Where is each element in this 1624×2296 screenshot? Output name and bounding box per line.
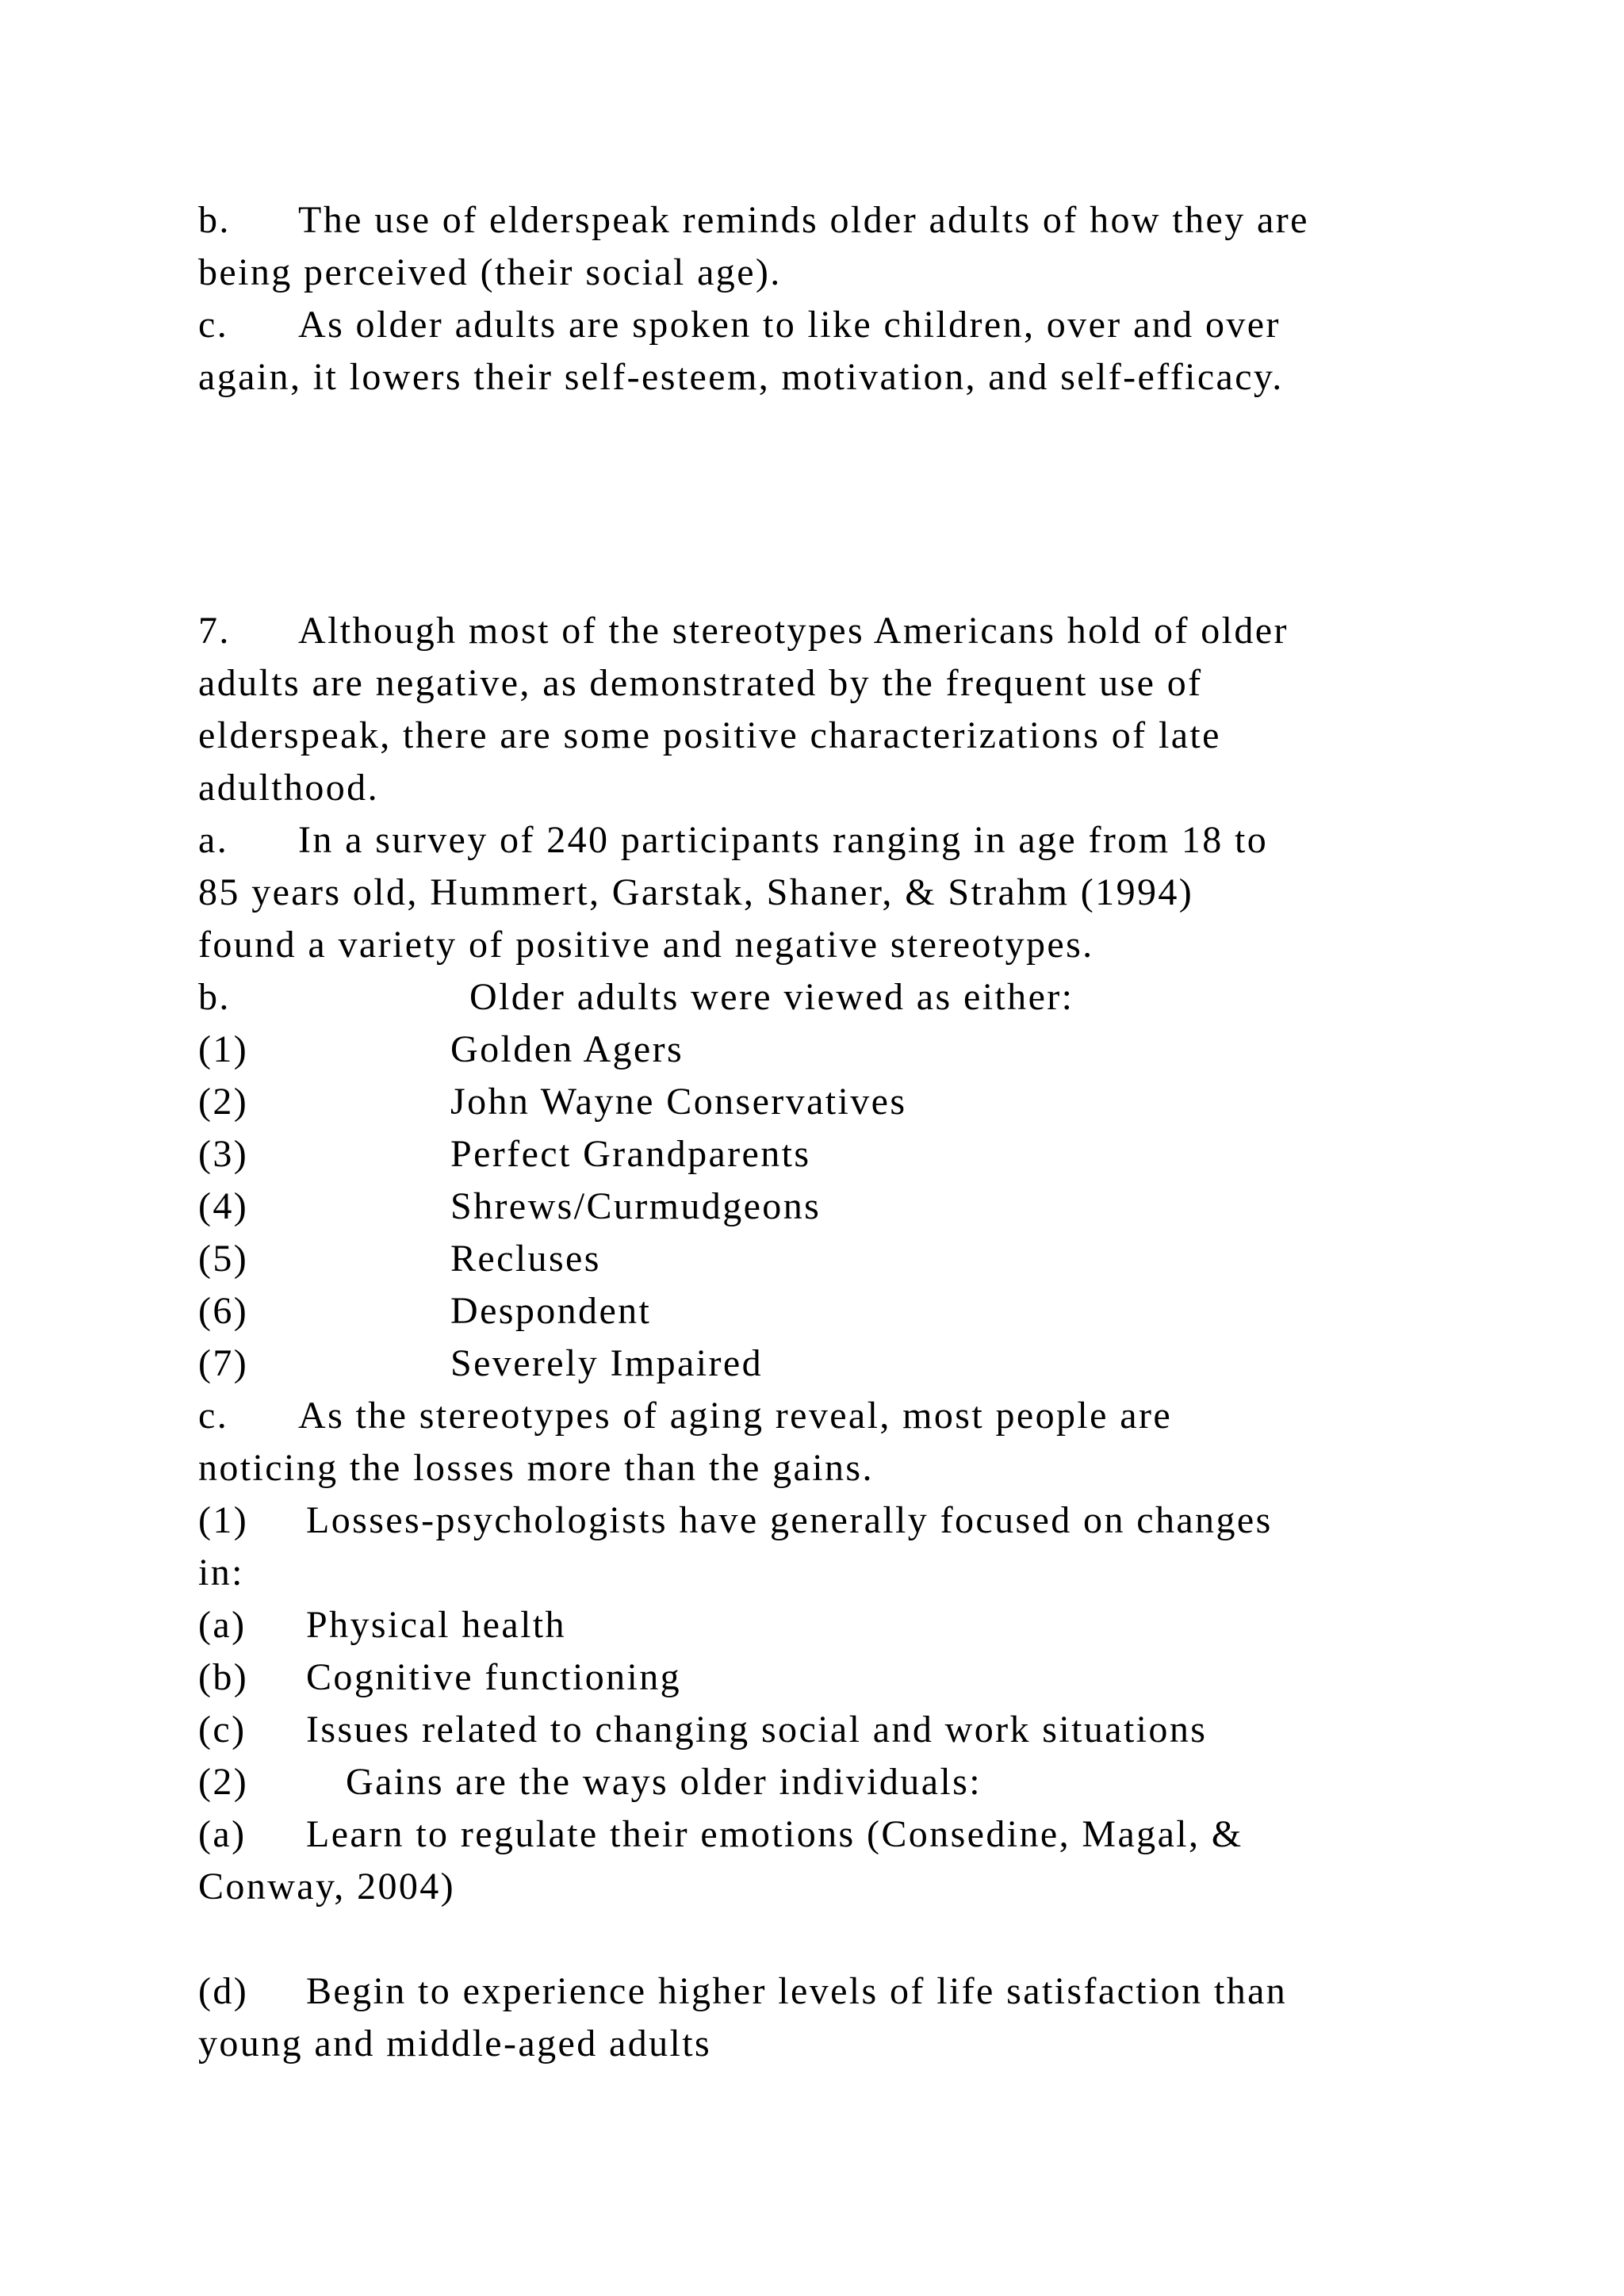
item-losses <box>198 1494 1467 1547</box>
item-text: Shrews/Curmudgeons <box>450 1185 822 1227</box>
item-b1-cont: being perceived (their social age). <box>198 251 782 293</box>
item-label: b. <box>198 199 231 241</box>
stereotype-item <box>198 1285 1467 1337</box>
item-text: Golden Agers <box>450 1028 684 1070</box>
stereotype-item <box>198 1076 1467 1128</box>
item-label: a. <box>198 819 229 861</box>
stereotype-item <box>198 1024 1467 1076</box>
item-text: Gains are the ways older individuals: <box>346 1761 982 1803</box>
loss-item <box>198 1704 1467 1756</box>
item-text: Severely Impaired <box>450 1342 763 1384</box>
item-losses-cont: in: <box>198 1552 244 1594</box>
item-text: Learn to regulate their emotions (Consedine, Magal, & <box>306 1813 1243 1855</box>
item-label: b. <box>198 976 231 1018</box>
item-c1 <box>198 299 1467 351</box>
item-label: 7. <box>198 610 231 652</box>
item-text: As the stereotypes of aging reveal, most people are <box>298 1395 1173 1437</box>
loss-item <box>198 1651 1467 1704</box>
item-label: (a) <box>198 1604 247 1646</box>
item-c1-cont: again, it lowers their self-esteem, motivation, and self-efficacy. <box>198 356 1284 398</box>
item-b1 <box>198 194 1467 247</box>
stereotype-item <box>198 1233 1467 1285</box>
stereotype-item <box>198 1128 1467 1181</box>
item-label: (6) <box>198 1290 249 1332</box>
stereotype-item <box>198 1337 1467 1390</box>
item-label: (4) <box>198 1185 249 1227</box>
item-text: As older adults are spoken to like children, over and over <box>298 304 1281 346</box>
item-label: (7) <box>198 1342 249 1384</box>
item-label: (5) <box>198 1238 249 1280</box>
stereotype-item <box>198 1181 1467 1233</box>
item-text: Recluses <box>450 1238 601 1280</box>
gain-item <box>198 1965 1467 2018</box>
spacer <box>198 404 1467 605</box>
gain-item <box>198 1808 1467 1861</box>
gain-item-cont: young and middle-aged adults <box>198 2022 712 2064</box>
item-label: (b) <box>198 1656 249 1698</box>
item-a-line: 85 years old, Hummert, Garstak, Shaner, & Strahm (1994) <box>198 871 1194 913</box>
document-page <box>198 194 1467 2070</box>
item-label: (3) <box>198 1133 249 1175</box>
item-text: Perfect Grandparents <box>450 1133 811 1175</box>
item-a-line: found a variety of positive and negative stereotypes. <box>198 924 1094 966</box>
item-label: (a) <box>198 1813 247 1855</box>
item-label: (2) <box>198 1761 249 1803</box>
item-label: (1) <box>198 1028 249 1070</box>
item-text: Although most of the stereotypes Americans hold of older <box>298 610 1289 652</box>
item-a <box>198 814 1467 867</box>
item-text: The use of elderspeak reminds older adults of how they are <box>298 199 1309 241</box>
spacer <box>198 1913 1467 1965</box>
item-7 <box>198 605 1467 657</box>
item-label: (2) <box>198 1081 249 1123</box>
item-text: In a survey of 240 participants ranging in age from 18 to <box>298 819 1269 861</box>
item-text: John Wayne Conservatives <box>450 1081 907 1123</box>
item-label: (1) <box>198 1499 249 1541</box>
item-text: Losses-psychologists have generally focused on changes <box>306 1499 1273 1541</box>
item-7-line: adults are negative, as demonstrated by the frequent use of <box>198 662 1203 704</box>
item-c2-cont: noticing the losses more than the gains. <box>198 1447 874 1489</box>
item-text: Despondent <box>450 1290 652 1332</box>
item-label: (d) <box>198 1970 249 2012</box>
item-text: Issues related to changing social and work situations <box>306 1709 1208 1751</box>
loss-item <box>198 1599 1467 1651</box>
item-text: Older adults were viewed as either: <box>469 976 1074 1018</box>
item-gains <box>198 1756 1467 1808</box>
item-text: Begin to experience higher levels of life satisfaction than <box>306 1970 1288 2012</box>
item-label: c. <box>198 1395 229 1437</box>
item-label: c. <box>198 304 229 346</box>
item-label: (c) <box>198 1709 247 1751</box>
item-b2 <box>198 971 1467 1024</box>
item-7-line: elderspeak, there are some positive characterizations of late <box>198 714 1221 756</box>
item-text: Cognitive functioning <box>306 1656 682 1698</box>
item-c2 <box>198 1390 1467 1442</box>
item-text: Physical health <box>306 1604 566 1646</box>
gain-item-cont: Conway, 2004) <box>198 1866 456 1908</box>
item-7-line: adulthood. <box>198 767 379 809</box>
